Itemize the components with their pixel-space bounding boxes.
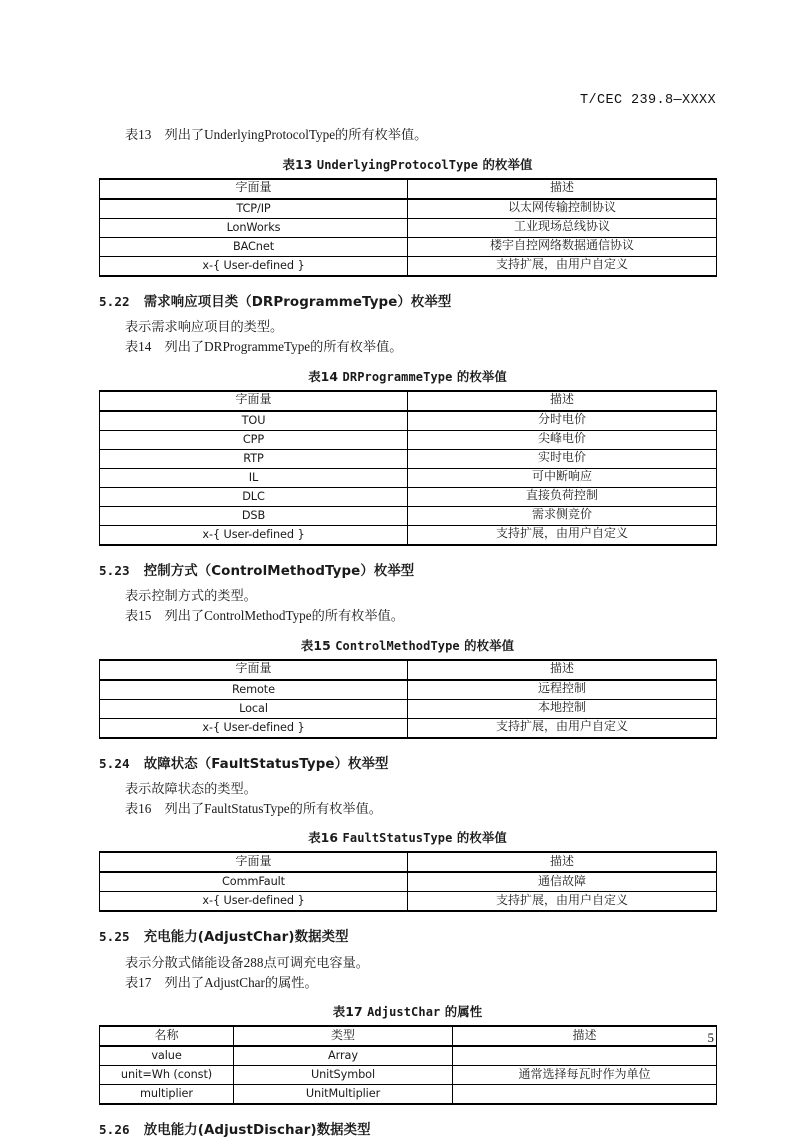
table-caption-14-code: DRProgrammeType (342, 369, 453, 384)
cell-description: 以太网传输控制协议 (408, 199, 717, 219)
paragraph-5-24-2: 表16 列出了FaultStatusType的所有枚举值。 (125, 800, 382, 816)
section-title: 控制方式（ControlMethodType）枚举型 (143, 563, 415, 579)
cell-literal: x-{ User-defined } (100, 718, 408, 738)
table-caption-14-suffix: 的枚举值 (456, 368, 507, 384)
table-caption-17-label: 表17 (332, 1004, 363, 1020)
table-caption-16 (99, 828, 716, 846)
table-caption-17 (99, 1002, 716, 1020)
cell-description (453, 1046, 717, 1066)
section-title: 充电能力(AdjustChar)数据类型 (143, 930, 349, 946)
column-header-name: 名称 (100, 1026, 234, 1046)
table-caption-13 (99, 155, 716, 173)
cell-literal: x-{ User-defined } (100, 256, 408, 276)
cell-type: UnitSymbol (234, 1066, 453, 1085)
table-row (100, 237, 717, 256)
section-number: 5.26 (99, 1122, 130, 1138)
table-row (100, 468, 717, 487)
table-caption-15-suffix: 的枚举值 (464, 637, 515, 653)
table-caption-14-label: 表14 (308, 368, 339, 384)
table-row (100, 256, 717, 276)
cell-description: 通常选择每瓦时作为单位 (453, 1066, 717, 1085)
column-header-type: 类型 (234, 1026, 453, 1046)
cell-literal: x-{ User-defined } (100, 525, 408, 545)
table-caption-15 (99, 636, 716, 654)
section-heading-5-25 (99, 929, 716, 946)
paragraph-5-23-2: 表15 列出了ControlMethodType的所有枚举值。 (125, 607, 404, 623)
table-caption-13-code: UnderlyingProtocolType (316, 157, 479, 172)
paragraph-5-25-2: 表17 列出了AdjustChar的属性。 (125, 974, 318, 990)
table-row (100, 411, 717, 431)
page-number: 5 (707, 1030, 714, 1045)
cell-description: 支持扩展，由用户自定义 (408, 525, 717, 545)
paragraph-5-24-1: 表示故障状态的类型。 (125, 780, 257, 796)
column-header-description: 描述 (408, 852, 717, 872)
document-header-standard-number: T/CEC 239.8—XXXX (579, 93, 716, 108)
section-number: 5.25 (99, 929, 130, 945)
section-title: 故障状态（FaultStatusType）枚举型 (143, 756, 389, 772)
cell-description: 本地控制 (408, 699, 717, 718)
cell-name: unit=Wh (const) (100, 1066, 234, 1085)
column-header-literal: 字面量 (100, 179, 408, 199)
table-row (100, 699, 717, 718)
cell-description: 可中断响应 (408, 468, 717, 487)
table-13-underlying-protocol-type (99, 178, 717, 277)
section-number: 5.23 (99, 562, 130, 578)
column-header-literal: 字面量 (100, 660, 408, 680)
paragraph-5-22-2: 表14 列出了DRProgrammeType的所有枚举值。 (125, 338, 403, 354)
cell-type: Array (234, 1046, 453, 1066)
table-row (100, 487, 717, 506)
table-caption-15-code: ControlMethodType (335, 638, 460, 653)
cell-literal: RTP (100, 449, 408, 468)
table-row (100, 1046, 717, 1066)
table-header-row (100, 660, 717, 680)
cell-literal: Remote (100, 680, 408, 700)
cell-description: 直接负荷控制 (408, 487, 717, 506)
table-row (100, 199, 717, 219)
table-row (100, 1066, 717, 1085)
table-15-control-method-type (99, 659, 717, 739)
column-header-description: 描述 (453, 1026, 717, 1046)
column-header-description: 描述 (408, 179, 717, 199)
table-header-row (100, 852, 717, 872)
cell-description (453, 1085, 717, 1105)
cell-literal: CPP (100, 430, 408, 449)
cell-literal: TCP/IP (100, 199, 408, 219)
table-header-row (100, 1026, 717, 1046)
paragraph-5-22-1: 表示需求响应项目的类型。 (125, 319, 284, 335)
paragraph-5-25-1: 表示分散式储能设备288点可调充电容量。 (125, 954, 369, 970)
paragraph-intro-table13: 表13 列出了UnderlyingProtocolType的所有枚举值。 (125, 127, 428, 142)
cell-description: 楼宇自控网络数据通信协议 (408, 237, 717, 256)
cell-description: 支持扩展，由用户自定义 (408, 256, 717, 276)
section-title: 需求响应项目类（DRProgrammeType）枚举型 (143, 294, 452, 310)
cell-description: 工业现场总线协议 (408, 218, 717, 237)
table-row (100, 430, 717, 449)
cell-description: 远程控制 (408, 680, 717, 700)
cell-literal: LonWorks (100, 218, 408, 237)
paragraph-5-23-1: 表示控制方式的类型。 (125, 588, 257, 604)
cell-name: multiplier (100, 1085, 234, 1105)
table-header-row (100, 391, 717, 411)
cell-literal: DSB (100, 506, 408, 525)
table-caption-16-suffix: 的枚举值 (456, 830, 507, 846)
section-heading-5-26 (99, 1122, 716, 1139)
cell-literal: TOU (100, 411, 408, 431)
cell-literal: BACnet (100, 237, 408, 256)
table-row (100, 680, 717, 700)
cell-type: UnitMultiplier (234, 1085, 453, 1105)
section-heading-5-24 (99, 756, 716, 773)
cell-literal: IL (100, 468, 408, 487)
table-caption-13-suffix: 的枚举值 (482, 156, 533, 172)
cell-description: 支持扩展，由用户自定义 (408, 892, 717, 912)
cell-literal: DLC (100, 487, 408, 506)
document-body (99, 126, 716, 1147)
table-caption-16-code: FaultStatusType (342, 831, 453, 846)
cell-description: 尖峰电价 (408, 430, 717, 449)
column-header-description: 描述 (408, 391, 717, 411)
cell-literal: x-{ User-defined } (100, 892, 408, 912)
cell-description: 支持扩展，由用户自定义 (408, 718, 717, 738)
table-17-adjust-char-attributes (99, 1025, 717, 1105)
table-row (100, 872, 717, 892)
cell-literal: Local (100, 699, 408, 718)
table-row (100, 506, 717, 525)
column-header-description: 描述 (408, 660, 717, 680)
cell-name: value (100, 1046, 234, 1066)
table-caption-17-suffix: 的属性 (444, 1004, 483, 1020)
column-header-literal: 字面量 (100, 852, 408, 872)
column-header-literal: 字面量 (100, 391, 408, 411)
section-number: 5.24 (99, 755, 130, 771)
table-14-dr-programme-type (99, 390, 717, 546)
table-row (100, 449, 717, 468)
section-title: 放电能力(AdjustDischar)数据类型 (143, 1123, 371, 1139)
table-caption-17-code: AdjustChar (367, 1005, 441, 1020)
table-caption-14 (99, 367, 716, 385)
table-caption-16-label: 表16 (308, 830, 339, 846)
cell-description: 实时电价 (408, 449, 717, 468)
cell-literal: CommFault (100, 872, 408, 892)
table-header-row (100, 179, 717, 199)
table-row (100, 525, 717, 545)
table-row (100, 718, 717, 738)
cell-description: 需求侧竞价 (408, 506, 717, 525)
table-caption-13-label: 表13 (282, 156, 313, 172)
section-heading-5-22 (99, 294, 716, 311)
cell-description: 分时电价 (408, 411, 717, 431)
section-number: 5.22 (99, 293, 130, 309)
table-row (100, 218, 717, 237)
cell-description: 通信故障 (408, 872, 717, 892)
section-heading-5-23 (99, 563, 716, 580)
table-caption-15-label: 表15 (300, 637, 331, 653)
table-row (100, 892, 717, 912)
table-row (100, 1085, 717, 1105)
table-16-fault-status-type (99, 851, 717, 912)
